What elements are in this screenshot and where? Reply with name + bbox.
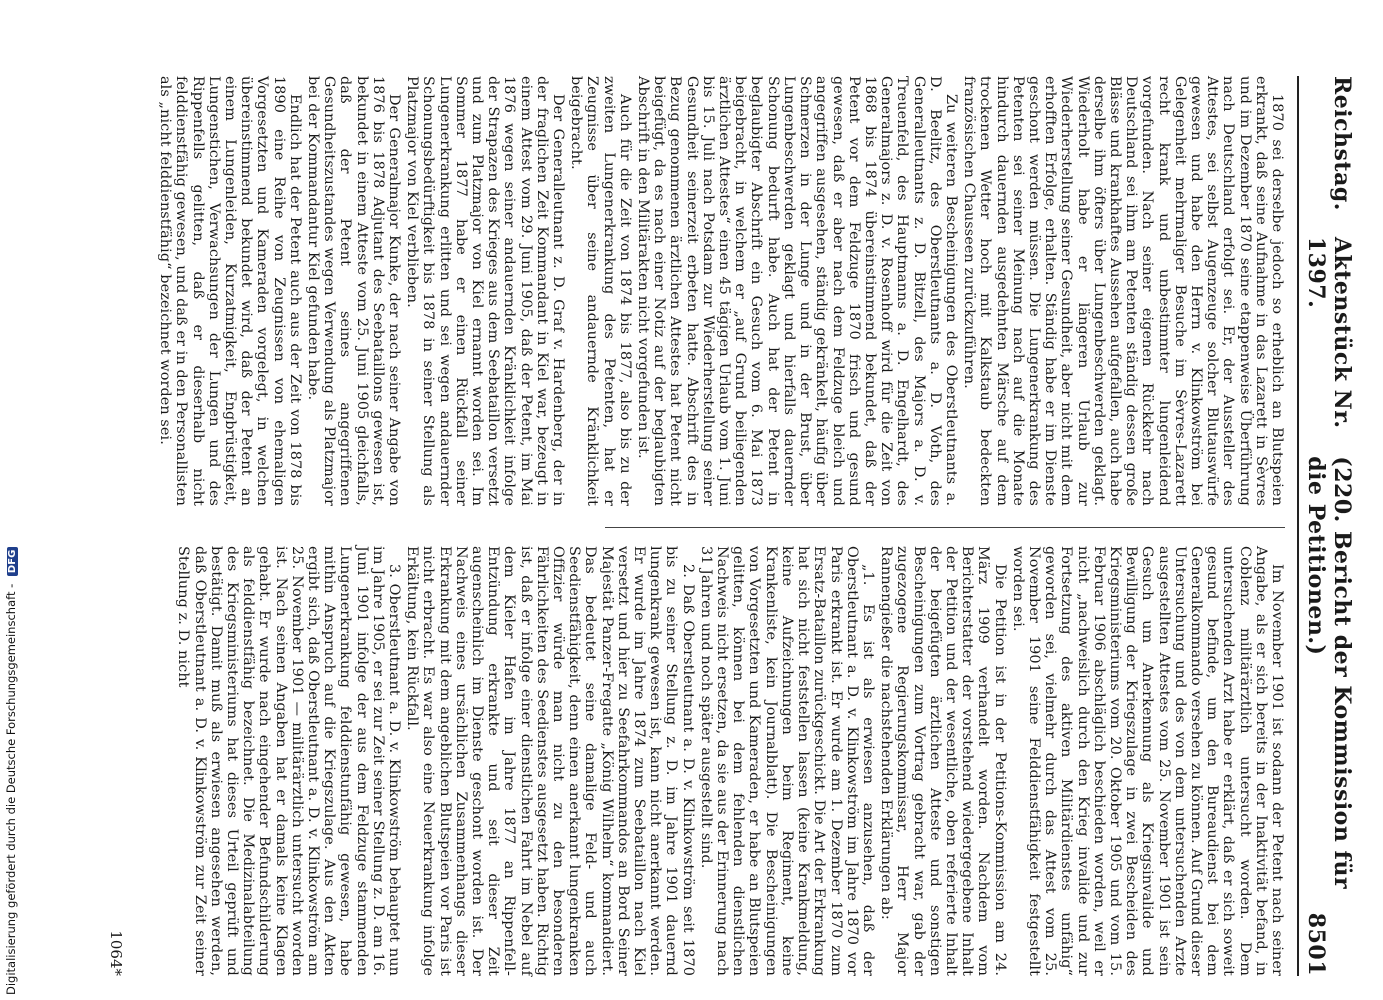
paragraph: Die Petition ist in der Petitions-Kommission am 24. März 1909 verhandelt worden. Nachdem vom Berichterstatter der vorstehend wiedergegebene Inhalt der Petition und der wesentliche, oben referierte Inhalt der beigefügten ärztlichen Atteste und sonstigen Bescheinigungen zum Vortrag gebracht war, gab der zugezogene Regierungskommissar, Herr Major Rannengießer die nachstehenden Erklärungen ab: — [878, 546, 1008, 976]
paragraph: Auch für die Zeit von 1874 bis 1877, also bis zu der zweiten Lungenerkrankung des Petenten, hat er Zeugnisse über seine andauernde Kränklichkeit beigebracht. — [568, 76, 633, 506]
page-header — [1297, 76, 1355, 976]
text-columns — [135, 76, 1285, 976]
page-number: 8501 — [1303, 912, 1329, 976]
paragraph: 1870 sei derselbe jedoch so erheblich an Blutspeien erkrankt, daß seine Aufnahme in das Lazarett in Sèvres und im Dezember 1870 seine etappenweise Überführung nach Deutschland erfolgt sei. Er, der Aussteller des Attestes, sei selbst Augenzeuge solcher Blutauswürfe gewesen und habe den Herrn v. Klinkowström bei Gelegenheit mehrmaliger Besuche im Sèvres-Lazarett recht krank und unbestimmter lungenleidend vorgefunden. Nach seiner eigenen Rückkehr nach Deutschland sei ihm am Petenten ständig dessen große Blässe und krankhaftes Aussehen aufgefallen, auch habe derselbe ihm öfters über Lungenbeschwerden geklagt. Wiederholt habe er längeren Urlaub zur Wiederherstellung seiner Gesundheit, aber nicht mit dem erhofften Erfolge, erhalten. Ständig habe er im Dienste geschont werden müssen. Die Lungenerkrankung des Petenten sei seiner Meinung nach auf die Monate hindurch dauernden ausgedehnten Märsche auf dem trockenen Wetter hoch mit Kalkstaub bedeckten französischen Chausseen zurückzuführen. — [961, 76, 1285, 506]
column-divider — [605, 527, 1285, 528]
digitization-note-text: Digitalisierung gefördert durch die Deutsche Forschungsgemeinschaft - — [4, 583, 18, 995]
paragraph: Im November 1901 ist sodann der Petent nach seiner Angabe, als er sich bereits in der Inaktivität befand, in Coblenz militärärztlich untersucht worden. Dem untersuchenden Arzt habe er erklärt, daß er sich soweit gesund befinde, um den Bureaudienst bei dem Generalkommando versehen zu können. Auf Grund dieser Untersuchung und des von dem untersuchenden Arzte ausgestellten Attestes vom 25. November 1901 ist sein Gesuch um Anerkennung als Kriegsinvalide und Bewilligung der Kriegszulage in zwei Bescheiden des Kriegsministeriums vom 20. Oktober 1905 und vom 15. Februar 1906 abschläglich beschieden worden, weil er nicht „nachweislich durch den Krieg invalide und zur Fortsetzung des aktiven Militärdienstes unfähig“ geworden sei, vielmehr durch das Attest vom 25. November 1901 seine Felddienstfähigkeit festgestellt worden sei. — [1009, 546, 1285, 976]
header-left — [1303, 76, 1355, 913]
header-source-title: Reichstag. — [1329, 76, 1355, 211]
header-report-title: (220. Bericht der Kommission für die Petitionen.) — [1303, 456, 1355, 890]
paragraph: Endlich hat der Petent auch aus der Zeit von 1878 bis 1890 eine Reihe von Zeugnissen von ehemaligen Vorgesetzten und Kameraden vorgelegt, in welchen übereinstimmend bekundet wird, daß der Petent an einem Lungenleiden, Kurzatmigkeit, Engbrüstigkeit, Lungenstichen, Verwachsungen der Lungen und des Rippenfells gelitten, daß er dieserhalb nicht felddienstfähig gewesen, und daß er in den Personallisten als „nicht felddienstfähig“ bezeichnet worden sei. — [157, 76, 303, 506]
paragraph: Der Generalleutnant z. D. Graf v. Hardenberg, der in der fraglichen Zeit Kommandant in Kiel war, bezeugt in einem Attest vom 29. Juni 1905, daß der Petent, im Mai 1876 wegen seiner andauernden Kränklichkeit infolge der Strapazen des Krieges aus dem Seebataillon versetzt und zum Platzmajor von Kiel ernannt worden sei. Im Sommer 1877 habe er einen Rückfall seiner Lungenerkrankung erlitten und sei wegen andauernder Schonungsbedürftigkeit bis 1878 in seiner Stellung als Platzmajor von Kiel verblieben. — [404, 76, 567, 506]
scanned-document-page — [85, 36, 1355, 996]
paragraph: 3. Oberstleutnant a. D. v. Klinkowström behauptet nun im Jahre 1905, er sei zur Zeit seiner Stellung z. D. am 16. Juni 1901 infolge der aus dem Feldzuge stammenden Lungenerkrankung felddienstunfähig gewesen, habe mithin Anspruch auf die Kriegszulage. Aus den Akten ergibt sich, daß Oberstleutnant a. D. v. Klinkowström am 25. November 1901 — militärärztlich untersucht worden ist. Nach seinen Angaben hat er damals keine Klagen gehabt. Er wurde nach eingehender Befundschilderung als felddienstfähig bezeichnet. Die Medizinalabteilung des Kriegsministeriums hat dieses Urteil geprüft und bestätigt. Damit muß als erwiesen angesehen werden, daß Oberstleutnant a. D. v. Klinkowström zur Zeit seiner Stellung z. D. nicht — [175, 546, 403, 976]
digitization-note — [0, 0, 26, 1000]
header-document-number: Aktenstück Nr. 1397. — [1303, 236, 1355, 429]
paragraph: Der Generalmajor Kunke, der nach seiner Angabe von 1876 bis 1878 Adjutant des Seebataillons gewesen ist, bekundet in einem Atteste vom 25. Juni 1905 gleichfalls, daß der Petent seines angegriffenen Gesundheitszustandes wegen Verwendung als Platzmajor bei der Kommandantur Kiel gefunden habe. — [305, 76, 403, 506]
paragraph: 2. Daß Oberstleutnant a. D. v. Klinkowström seit 1870 bis zu seiner Stellung z. D. im Jahre 1901 dauernd lungenkrank gewesen ist, kann nicht anerkannt werden. Er wurde im Jahre 1874 zum Seebataillon nach Kiel versetzt und hier zu Seefahrkommandos an Bord Seiner Majestät Panzer-Fregatte „König Wilhelm“ kommandiert. Das bedeutet seine damalige Feld- und auch Seedienstfähigkeit, denn einen anerkannt lungenkranken Offizier würde man nicht zu den besonderen Fährlichkeiten des Seedienstes ausgesetzt haben. Richtig ist, daß er infolge einer dienstlichen Fahrt im Nebel auf dem Kieler Hafen im Jahre 1877 an Rippenfell-Entzündung erkrankte und seit dieser Zeit augenscheinlich im Dienste geschont worden ist. Der Nachweis eines ursächlichen Zusammenhangs dieser Erkrankung mit dem angeblichen Blutspeien vor Paris ist nicht erbracht. Es war also eine Neuerkrankung infolge Erkältung, kein Rückfall. — [404, 546, 696, 976]
paragraph: „1. Es ist als erwiesen anzusehen, daß der Oberstleutnant a. D. v. Klinkowström im Jahre 1870 vor Paris erkrankt ist. Er wurde am 1. Dezember 1870 zum Ersatz-Bataillon zurückgeschickt. Die Art der Erkrankung hat sich nicht feststellen lassen (keine Krankmeldung, keine Aufzeichnungen beim Regiment, keine Krankenliste, kein Journalblatt). Die Bescheinigungen von Vorgesetzten und Kameraden, er habe an Blutspeien gelitten, können bei dem fehlenden dienstlichen Nachweis nicht ersetzen, da sie aus der Erinnerung nach 31 Jahren und noch später ausgestellt sind. — [697, 546, 876, 976]
paragraph: Zu weiteren Bescheinigungen des Oberstleutnants a. D. Beelitz, des Oberstleutnants a. D. Voth, des Generalleutnants z. D. Bitzell, des Majors a. D. v. Treuenfeld, des Hauptmanns a. D. Engelhardt, des Generalmajors z. D. v. Rosenhoff wird für die Zeit von 1868 bis 1874 übereinstimmend bekundet, daß der Petent vor dem Feldzuge 1870 frisch und gesund gewesen, daß er aber nach dem Feldzuge bleich und angegriffen ausgesehen, ständig gekränkelt, häufig über Schmerzen in der Lunge und in der Brust, über Lungenbeschwerden geklagt und hierfalls dauernder Schonung bedurft habe. Auch hat der Petent in beglaubigter Abschrift ein Gesuch vom 6. Mai 1873 beigebracht, in welchem er „auf Grund beiliegenden ärztlichen Attestes“ einen 45 tägigen Urlaub vom 1. Juni bis 15. Juli nach Potsdam zur Wiederherstellung seiner Gesundheit seinerzeit erbeten hatte. Abschrift des in Bezug genommenen ärztlichen Attestes hat Petent nicht beigefügt, da es nach einer Notiz auf der beglaubigten Abschrift in den Militärakten nicht vorgefunden ist. — [635, 76, 959, 506]
left-column — [135, 76, 1285, 506]
sheet-mark: 1064* — [107, 930, 125, 976]
digitization-note-text-wrap — [4, 547, 18, 995]
dfg-logo-icon: DFG — [7, 547, 18, 576]
right-column — [135, 546, 1285, 976]
